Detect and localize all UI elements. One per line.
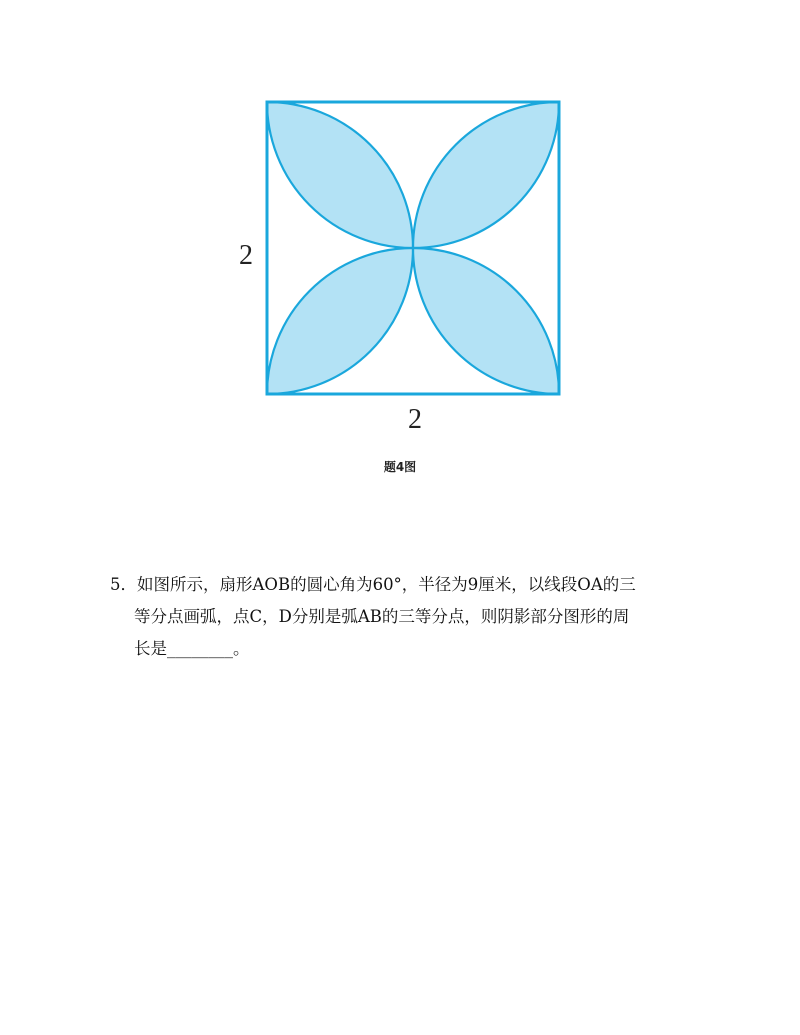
petal-top-left (267, 102, 413, 248)
petal-bottom-left (267, 248, 413, 394)
side-length-label: 2 (239, 240, 253, 271)
figure-caption: 题4图 (383, 460, 417, 474)
question-text-line-2: 等分点画弧，点C，D分别是弧AB的三等分点，则阴影部分图形的周 (134, 607, 630, 626)
geometry-figure (0, 0, 800, 440)
question-text-line-1: 5．如图所示，扇形AOB的圆心角为60°，半径为9厘米，以线段OA的三 (110, 575, 636, 594)
petal-bottom-right (413, 248, 559, 394)
square-petal-diagram (0, 0, 800, 440)
question-5 (110, 569, 710, 665)
question-text-line-3: 长是________。 (134, 639, 250, 658)
petal-top-right (413, 102, 559, 248)
bottom-length-label: 2 (408, 404, 422, 435)
